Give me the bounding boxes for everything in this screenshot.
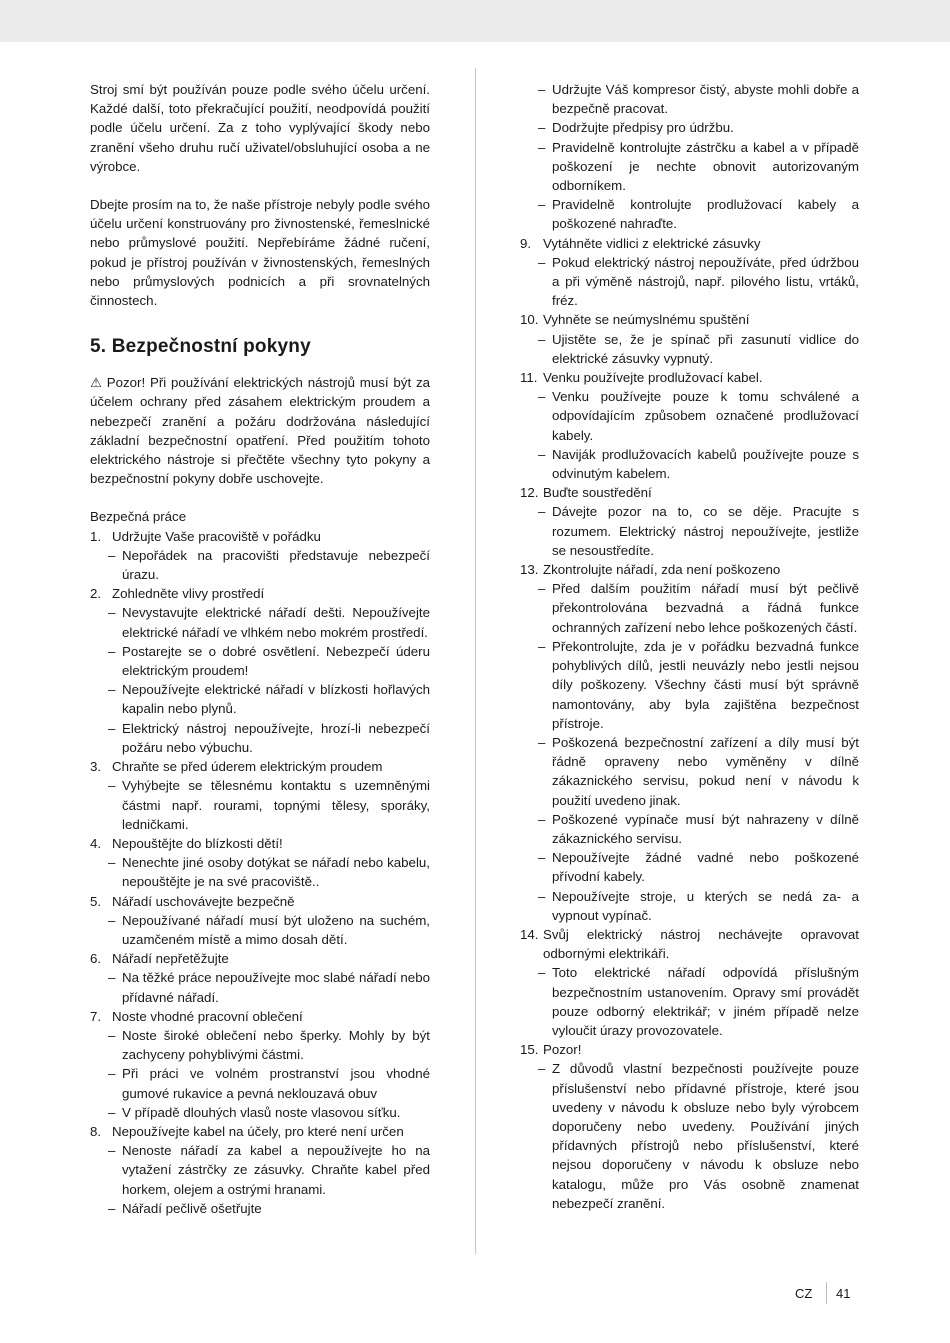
list-item-title: Venku používejte prodlužovací kabel. [543, 370, 763, 386]
list-sub-item [520, 253, 859, 311]
list-item [520, 310, 859, 329]
dash-bullet: – [108, 1143, 116, 1159]
list-item [520, 560, 859, 579]
list-item-number: 13. [520, 562, 539, 578]
dash-bullet: – [538, 389, 546, 405]
list-sub-item-text: Poškozené vypínače musí být nahrazeny v dílně zákaznického servisu. [552, 811, 859, 846]
list-sub-item [90, 1026, 430, 1064]
dash-bullet: – [538, 446, 546, 462]
list-sub-item-text: Udržujte Váš kompresor čistý, abyste mohli dobře a bezpečně pracovat. [552, 82, 859, 117]
list-sub-item [520, 80, 859, 118]
list-sub-item [520, 330, 859, 368]
list-item-number: 10. [520, 312, 539, 328]
list-sub-item-text: Nevystavujte elektrické nářadí dešti. Nepoužívejte elektrické nářadí ve vlhkém nebo mokrém prostředí. [122, 605, 430, 640]
list-sub-item [90, 1141, 430, 1199]
warning-paragraph [90, 373, 430, 488]
list-sub-item [90, 968, 430, 1006]
list-item [520, 483, 859, 502]
dash-bullet: – [108, 682, 116, 698]
dash-bullet: – [538, 811, 546, 827]
list-sub-item-text: Pravidelně kontrolujte zástrčku a kabel a v případě poškození je nechte obnovit autorizovaným odborníkem. [552, 139, 859, 194]
continued-sub-items [520, 80, 859, 234]
right-column [520, 80, 859, 1213]
list-sub-item-text: Nepořádek na pracovišti představuje nebezpečí úrazu. [122, 547, 430, 583]
list-item [90, 1122, 430, 1141]
list-sub-item-text: Nepoužívejte elektrické nářadí v blízkosti hořlavých kapalin nebo plynů. [122, 682, 430, 717]
list-item-number: 9. [520, 235, 532, 251]
list-item [90, 527, 430, 546]
list-item-number: 8. [90, 1123, 102, 1139]
warning-text: Pozor! Při používání elektrických nástrojů musí být za účelem ochrany před zásahem elektrickým proudem a nebezpečí zranění a požáru dodržována následující základní bezpečnostní opatření. Před použitím tohoto elektrického nástroje si přečtěte všechny tyto pokyny a bezpečnostní pokyny dobře uschovejte. [90, 375, 430, 487]
list-sub-item-text: Překontrolujte, zda je v pořádku bezvadná funkce pohyblivých dílů, jestli neuvázly nebo jestli nejsou díly poškozeny. Všechny části musí být správně namontovány, aby byla zajištěna bezpečnost přístroje. [552, 638, 859, 731]
list-item-number: 15. [520, 1042, 539, 1058]
list-sub-item-text: Nepoužívejte žádné vadné nebo poškozené přívodní kabely. [552, 850, 859, 885]
list-sub-item [520, 887, 859, 925]
list-sub-item [90, 1103, 430, 1122]
list-item [90, 757, 430, 776]
dash-bullet: – [108, 547, 116, 563]
dash-bullet: – [538, 734, 546, 750]
list-item-title: Vyhněte se neúmyslnému spuštění [543, 312, 750, 328]
list-sub-item-text: Při práci ve volném prostranství jsou vhodné gumové rukavice a pevná neklouzavá obuv [122, 1066, 430, 1101]
list-item-number: 14. [520, 926, 539, 942]
top-bar [0, 0, 950, 42]
dash-bullet: – [538, 254, 546, 270]
dash-bullet: – [538, 1061, 546, 1077]
list-sub-item [90, 719, 430, 757]
language-code: CZ [795, 1286, 813, 1301]
safety-list-left [90, 527, 430, 1218]
list-sub-item-text: Před dalším použitím nářadí musí být pečlivě překontrolována bezvadná a řádná funkce ochranných zařízení nebo lehce poškozených částí. [552, 581, 859, 635]
page-footer [0, 1284, 950, 1304]
list-item-title: Noste vhodné pracovní oblečení [112, 1008, 303, 1024]
list-item [90, 949, 430, 968]
list-sub-item-text: Venku používejte pouze k tomu schválené a odpovídajícím způsobem označené prodlužovací kabely. [552, 389, 859, 443]
warning-triangle-icon: ⚠ [90, 375, 102, 391]
list-item-title: Nářadí uschovávejte bezpečně [112, 893, 295, 909]
dash-bullet: – [108, 1104, 116, 1120]
dash-bullet: – [538, 504, 546, 520]
list-item-number: 7. [90, 1008, 102, 1024]
list-sub-item [520, 810, 859, 848]
dash-bullet: – [108, 643, 116, 659]
list-sub-item-text: Dodržujte předpisy pro údržbu. [552, 120, 734, 136]
list-sub-item-text: Noste široké oblečení nebo šperky. Mohly by být zachyceny pohyblivými částmi. [122, 1027, 430, 1063]
list-sub-item [520, 138, 859, 196]
dash-bullet: – [538, 850, 546, 866]
list-item [520, 368, 859, 387]
list-item [520, 925, 859, 963]
list-sub-item-text: Dávejte pozor na to, co se děje. Pracujte s rozumem. Elektrický nástroj nepoužívejte, jestliže se nesoustředíte. [552, 504, 859, 558]
list-sub-item-text: Z důvodů vlastní bezpečnosti používejte pouze příslušenství nebo přídavné přístroje, které jsou uvedeny v návodu k obsluze nebo byly výrobcem doporučeny nebo uvedeny. Používání jiných přídavných přístrojů nebo příslušenství, které nejsou doporučeny v návodu k obsluze nebo katalogu, může pro Vás osobně znamenat nebezpečí zranění. [552, 1061, 859, 1211]
list-sub-item [520, 502, 859, 560]
list-sub-item [90, 1064, 430, 1102]
list-item-title: Vytáhněte vidlici z elektrické zásuvky [543, 235, 761, 251]
list-item-title: Udržujte Vaše pracoviště v pořádku [112, 528, 321, 544]
list-sub-item [90, 680, 430, 718]
list-sub-item [520, 848, 859, 886]
list-item-number: 3. [90, 759, 102, 775]
list-sub-item [90, 546, 430, 584]
list-item-title: Buďte soustředění [543, 485, 652, 501]
list-item-number: 5. [90, 893, 102, 909]
page-number: 41 [836, 1286, 851, 1301]
list-sub-item-text: Ujistěte se, že je spínač při zasunutí vidlice do elektrické zásuvky vypnutý. [552, 331, 859, 366]
column-divider [475, 68, 476, 1254]
list-sub-item-text: Elektrický nástroj nepoužívejte, hrozí-li nebezpečí požáru nebo výbuchu. [122, 720, 430, 755]
list-sub-item-text: Naviják prodlužovacích kabelů používejte pouze s odvinutým kabelem. [552, 446, 859, 482]
list-item-number: 6. [90, 951, 102, 967]
dash-bullet: – [108, 970, 116, 986]
list-item-title: Chraňte se před úderem elektrickým proudem [112, 759, 383, 775]
dash-bullet: – [538, 82, 546, 97]
list-item-title: Pozor! [543, 1042, 582, 1058]
list-sub-item [90, 603, 430, 641]
list-item-number: 2. [90, 586, 102, 602]
list-sub-item-text: Pokud elektrický nástroj nepoužíváte, před údržbou a při výměně nástrojů, např. pilového listu, vrtáků, fréz. [552, 254, 859, 309]
dash-bullet: – [108, 605, 116, 621]
list-sub-item [90, 642, 430, 680]
list-sub-item-text: Poškozená bezpečnostní zařízení a díly musí být řádně opraveny nebo vyměněny v dílně zákaznického servisu, pokud není v návodu k použití uvedeno jinak. [552, 734, 859, 808]
intended-use-paragraph: Stroj smí být používán pouze podle svého účelu určení. Každé další, toto překračující použití, neodpovídá použití podle účelu určení. Za z toho vyplývající škody nebo zranění všeho druhu ručí uživatel/obsluhující osoba a ne výrobce. [90, 82, 430, 174]
list-sub-item-text: Na těžké práce nepoužívejte moc slabé nářadí nebo přídavné nářadí. [122, 970, 430, 1005]
dash-bullet: – [538, 197, 546, 213]
list-sub-item-text: Nenechte jiné osoby dotýkat se nářadí nebo kabelu, nepouštějte je na své pracoviště.. [122, 855, 430, 890]
dash-bullet: – [108, 1027, 116, 1043]
list-item [90, 584, 430, 603]
dash-bullet: – [108, 1200, 116, 1216]
list-item-title: Zohledněte vlivy prostředí [112, 586, 265, 602]
safety-list-right [520, 234, 859, 1213]
dash-bullet: – [538, 638, 546, 654]
list-item-title: Svůj elektrický nástroj nechávejte opravovat odbornými elektrikáři. [543, 926, 859, 962]
list-item [520, 234, 859, 253]
list-item [90, 834, 430, 853]
list-sub-item [90, 911, 430, 949]
dash-bullet: – [108, 1066, 116, 1082]
section-heading: 5. Bezpečnostní pokyny [90, 336, 311, 358]
list-sub-item-text: Nářadí pečlivě ošetřujte [122, 1200, 262, 1216]
list-sub-item [90, 853, 430, 891]
list-item-number: 1. [90, 528, 102, 544]
list-item-title: Nepouštějte do blízkosti dětí! [112, 835, 283, 851]
list-sub-item-text: Nenoste nářadí za kabel a nepoužívejte ho na vytažení zástrčky ze zásuvky. Chraňte kabel před horkem, olejem a ostrými hranami. [122, 1143, 430, 1197]
dash-bullet: – [108, 720, 116, 736]
list-sub-item-text: Vyhýbejte se tělesnému kontaktu s uzemněnými částmi např. rourami, topnými tělesy, sporáky, ledničkami. [122, 778, 430, 832]
left-column [90, 80, 430, 1218]
footer-separator [826, 1282, 827, 1304]
dash-bullet: – [538, 139, 546, 155]
list-sub-item-text: Postarejte se o dobré osvětlení. Nebezpečí úderu elektrickým proudem! [122, 643, 430, 679]
list-item-number: 11. [520, 370, 538, 386]
dash-bullet: – [538, 120, 546, 136]
list-item-title: Nářadí nepřetěžujte [112, 951, 229, 967]
list-sub-item-text: V případě dlouhých vlasů noste vlasovou síťku. [122, 1104, 401, 1120]
list-item [90, 892, 430, 911]
list-sub-item-text: Nepoužívané nářadí musí být uloženo na suchém, uzamčeném místě a mimo dosah dětí. [122, 912, 430, 947]
list-sub-item [520, 637, 859, 733]
list-item-title: Zkontrolujte nářadí, zda není poškozeno [543, 562, 781, 578]
list-sub-item [520, 1059, 859, 1213]
list-item-number: 4. [90, 835, 102, 851]
list-sub-item [520, 579, 859, 637]
dash-bullet: – [538, 581, 546, 597]
dash-bullet: – [538, 888, 546, 904]
safe-work-title: Bezpečná práce [90, 509, 187, 525]
list-sub-item-text: Pravidelně kontrolujte prodlužovací kabely a poškozené nahraďte. [552, 197, 859, 232]
dash-bullet: – [108, 778, 116, 794]
list-sub-item [90, 1199, 430, 1218]
list-sub-item-text: Nepoužívejte stroje, u kterých se nedá za- a vypnout vypínač. [552, 888, 859, 923]
dash-bullet: – [108, 912, 116, 928]
list-sub-item [520, 445, 859, 483]
list-sub-item [520, 118, 859, 137]
dash-bullet: – [108, 855, 116, 871]
list-sub-item [520, 963, 859, 1040]
list-item [520, 1040, 859, 1059]
list-item-number: 12. [520, 485, 539, 501]
list-sub-item [520, 387, 859, 445]
list-item [90, 1007, 430, 1026]
liability-paragraph: Dbejte prosím na to, že naše přístroje nebyly podle svého účelu určení konstruovány pro živnostenské, řemeslnické nebo průmyslové použití. Nepřebíráme žádné ručení, pokud je přístroj používán v živnostenských, řemeslných nebo průmyslových podnicích a při srovnatelných činnostech. [90, 197, 430, 309]
list-sub-item [520, 733, 859, 810]
dash-bullet: – [538, 965, 546, 981]
list-item-title: Nepoužívejte kabel na účely, pro které není určen [112, 1123, 404, 1139]
list-sub-item [520, 195, 859, 233]
dash-bullet: – [538, 331, 546, 347]
list-sub-item [90, 776, 430, 834]
list-sub-item-text: Toto elektrické nářadí odpovídá příslušným bezpečnostním ustanovením. Opravy smí provádět pouze odborný elektrikář; v jiném případě nelze vyloučit úrazy provozovatele. [552, 965, 859, 1038]
